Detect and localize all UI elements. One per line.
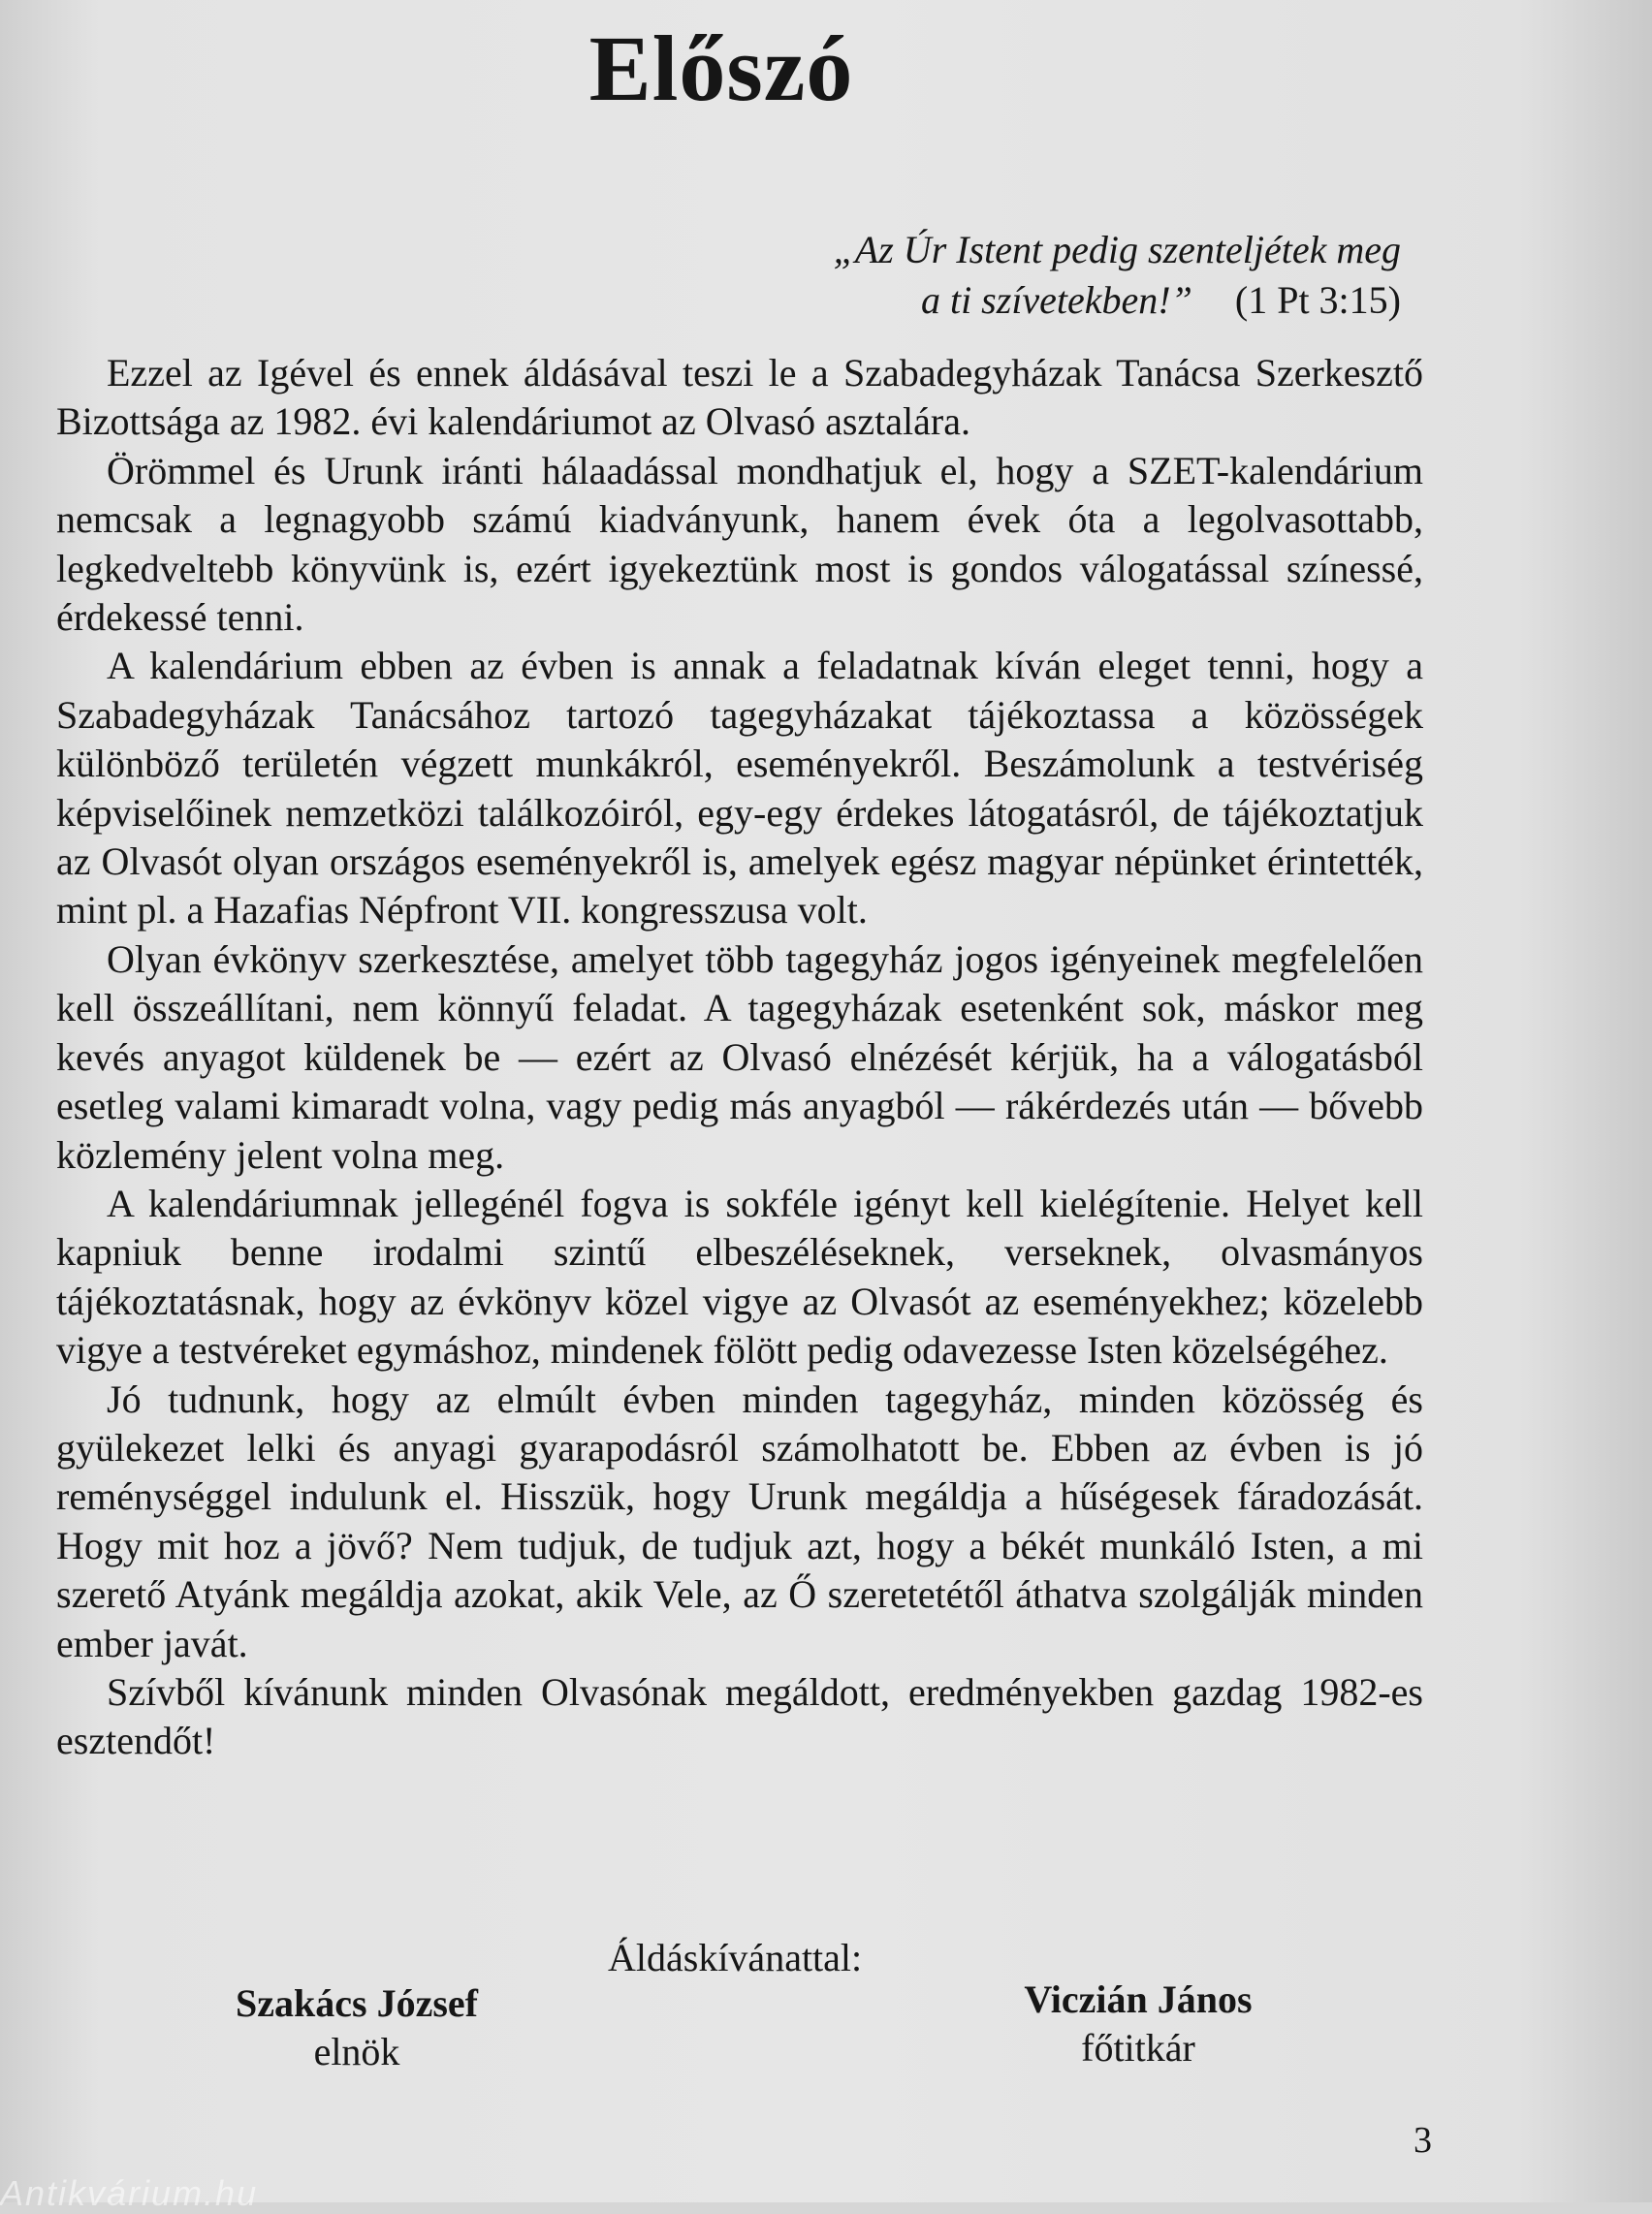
preface-body xyxy=(56,349,1423,1766)
page-number: 3 xyxy=(1414,2120,1432,2161)
bible-quote xyxy=(679,225,1401,326)
signer-name: Viczián János xyxy=(1024,1977,1253,2021)
paragraph-4: Olyan évkönyv szerkesztése, amelyet több tagegyház jogos igényeinek megfelelően kell összeállítani, nem könnyű feladat. A tagegyházak esetenként sok, máskor meg kevés anyagot küldenek be — ezért az Olvasó elnézését kérjük, ha a válogatásból esetleg valami kimaradt volna, vagy pedig más anyagból — rákérdezés után — bővebb közlemény jelent volna meg. xyxy=(56,936,1423,1177)
closing-salutation: Áldáskívánattal: xyxy=(608,1936,863,1979)
page-title: Előszó xyxy=(588,16,854,120)
signature-block-secretary xyxy=(1002,1976,1274,2072)
paragraph-2: Örömmel és Urunk iránti hálaadással mondhatjuk el, hogy a SZET-kalendárium nemcsak a legnagyobb számú kiadványunk, hanem évek óta a legolvasottabb, legkedveltebb könyvünk is, ezért igyekeztünk most is gondos válogatással színessé, érdekessé tenni. xyxy=(56,448,1423,640)
paragraph-1: Ezzel az Igével és ennek áldásával teszi le a Szabadegyházak Tanácsa Szerkesztő Bizottsága az 1982. évi kalendáriumot az Olvasó asztalára. xyxy=(56,351,1423,444)
signature-block-president xyxy=(221,1979,492,2076)
paragraph-3: A kalendárium ebben az évben is annak a feladatnak kíván eleget tenni, hogy a Szabadegyházak Tanácsához tartozó tagegyházakat tájékoztassa a közösségek különböző területén végzett munkákról, eseményekről. Beszámolunk a testvériség képviselőinek nemzetközi találkozóiról, egy-egy érdekes látogatásról, de tájékoztatjuk az Olvasót olyan országos eseményekről is, amelyek egész magyar népünket érintették, mint pl. a Hazafias Népfront VII. kongresszusa volt. xyxy=(56,644,1423,933)
quote-reference: (1 Pt 3:15) xyxy=(1234,278,1401,322)
signer-role: főtitkár xyxy=(1081,2026,1195,2070)
quote-line-1: „Az Úr Istent pedig szenteljétek meg xyxy=(833,228,1401,271)
signer-name: Szakács József xyxy=(236,1981,478,2025)
watermark: Antikvárium.hu xyxy=(0,2173,259,2213)
signer-role: elnök xyxy=(313,2030,400,2073)
paragraph-6: Jó tudnunk, hogy az elmúlt évben minden tagegyház, minden közösség és gyülekezet lelki és anyagi gyarapodásról számolhatott be. Ebben az évben is jó reménységgel indulunk el. Hisszük, hogy Urunk megáldja a hűségesek fáradozását. Hogy mit hoz a jövő? Nem tudjuk, de tudjuk azt, hogy a békét munkáló Isten, a mi szerető Atyánk megáldja azokat, akik Vele, az Ő szeretetétől áthatva szolgálják minden ember javát. xyxy=(56,1376,1423,1665)
paragraph-5: A kalendáriumnak jellegénél fogva is sokféle igényt kell kielégítenie. Helyet kell kapniuk benne irodalmi szintű elbeszéléseknek, verseknek, olvasmányos tájékoztatásnak, hogy az évkönyv közel vigye az Olvasót az eseményekhez; közelebb vigye a testvéreket egymáshoz, mindenek fölött pedig odavezesse Isten közelségéhez. xyxy=(56,1181,1423,1373)
paragraph-7: Szívből kívánunk minden Olvasónak megáldott, eredményekben gazdag 1982-es esztendőt! xyxy=(56,1669,1423,1763)
quote-line-2: a ti szívetekben!” xyxy=(920,278,1192,322)
